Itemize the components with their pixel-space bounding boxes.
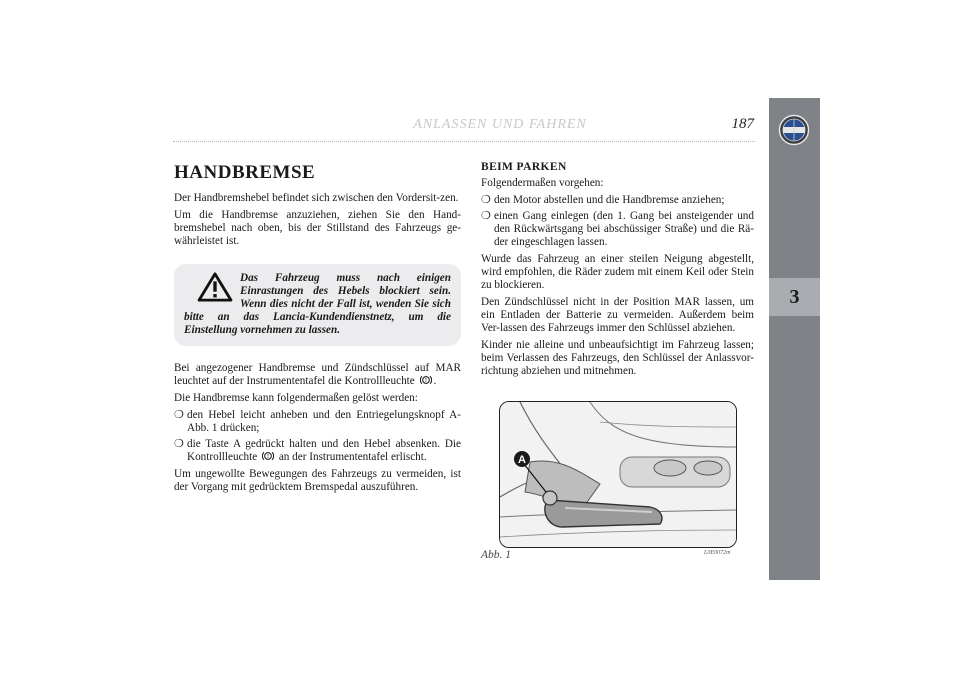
handbrake-illustration	[500, 402, 736, 547]
bullet-icon: ❍	[481, 210, 491, 222]
parking-intro: Folgendermaßen vorgehen:	[481, 177, 604, 189]
handbrake-figure	[499, 401, 737, 548]
right-column	[481, 160, 754, 382]
bullet-icon: ❍	[174, 438, 184, 450]
figure-caption: Abb. 1	[481, 549, 512, 561]
closing-paragraph: Um ungewollte Bewegungen des Fahrzeugs zu vermeiden, ist der Vorgang mit gedrücktem Bremspedal auszuführen.	[174, 468, 461, 493]
list-item	[174, 409, 461, 435]
list-item-text: den Hebel leicht anheben und den Entriegelungsknopf A-Abb. 1 drücken;	[187, 409, 461, 434]
svg-text:!: !	[424, 377, 427, 384]
svg-text:!: !	[267, 453, 269, 460]
list-item	[481, 210, 754, 249]
intro-paragraph: Um die Handbremse anzuziehen, ziehen Sie den Hand-bremshebel nach oben, bis der Stillstand des Fahrzeugs ge-währleistet ist.	[174, 209, 461, 247]
mar-paragraph-text: Bei angezogener Handbremse und Zündschlüssel auf MAR leuchtet auf der Instrumententafel die Kontrollleuchte	[174, 362, 461, 387]
list-item-text: einen Gang einlegen (den 1. Gang bei ansteigender und den Rückwärtsgang bei abschüssiger Straße) und die Rä-der eingeschlagen lassen.	[494, 210, 754, 248]
list-item	[174, 438, 461, 464]
bullet-icon: ❍	[481, 194, 491, 206]
mar-paragraph-end: .	[433, 375, 437, 387]
list-item-text: an der Instrumententafel erlischt.	[278, 451, 427, 463]
warning-text: Das Fahrzeug muss nach einigen Einrastungen des Hebels blockiert sein. Wenn dies nicht der Fall ist, wenden Sie sich bitte an das Lancia-Kundendienstnetz, um die Einstellung vornehmen zu lassen.	[184, 272, 451, 336]
release-steps-list	[174, 409, 461, 464]
parking-paragraph: Wurde das Fahrzeug an einer steilen Neigung abgestellt, wird empfohlen, die Räder zudem mit einem Keil oder Stein zu blockieren.	[481, 253, 754, 291]
handbrake-warning-lamp-icon	[262, 451, 274, 461]
chapter-side-tab	[769, 98, 820, 580]
subsection-title-beim-parken: BEIM PARKEN	[481, 161, 567, 173]
running-header-title: ANLASSEN UND FAHREN	[413, 117, 587, 132]
lancia-logo-icon	[778, 114, 810, 146]
chapter-number: 3	[769, 278, 820, 316]
list-item-text: die Taste A gedrückt halten und den Hebel absenken. Die Kontrollleuchte	[187, 438, 461, 463]
intro-paragraph: Der Handbremshebel befindet sich zwischen den Vordersit-zen.	[174, 192, 459, 204]
left-column	[174, 162, 461, 498]
list-item	[481, 194, 754, 207]
section-title-handbremse: HANDBREMSE	[174, 162, 316, 183]
parking-paragraph: Kinder nie alleine und unbeaufsichtigt im Fahrzeug lassen; beim Verlassen des Fahrzeugs, den Schlüssel der Anlassvor-richtung abziehen und mitnehmen.	[481, 339, 754, 377]
parking-steps-list	[481, 194, 754, 249]
mar-paragraph	[174, 362, 461, 388]
list-item-text: den Motor abstellen und die Handbremse anziehen;	[494, 194, 725, 206]
header-divider	[173, 141, 755, 142]
release-intro: Die Handbremse kann folgendermaßen gelöst werden:	[174, 392, 418, 404]
warning-box	[174, 264, 461, 346]
figure-code: L0E0072m	[704, 550, 731, 556]
parking-paragraph: Den Zündschlüssel nicht in der Position MAR lassen, um ein Entladen der Batterie zu vermeiden. Außerdem beim Ver-lassen des Fahrzeugs immer den Schlüssel abziehen.	[481, 296, 754, 334]
callout-label-a: A	[518, 454, 526, 466]
warning-triangle-icon	[196, 272, 234, 302]
page-number: 187	[731, 116, 754, 132]
bullet-icon: ❍	[174, 409, 184, 421]
handbrake-warning-lamp-icon	[420, 375, 432, 385]
